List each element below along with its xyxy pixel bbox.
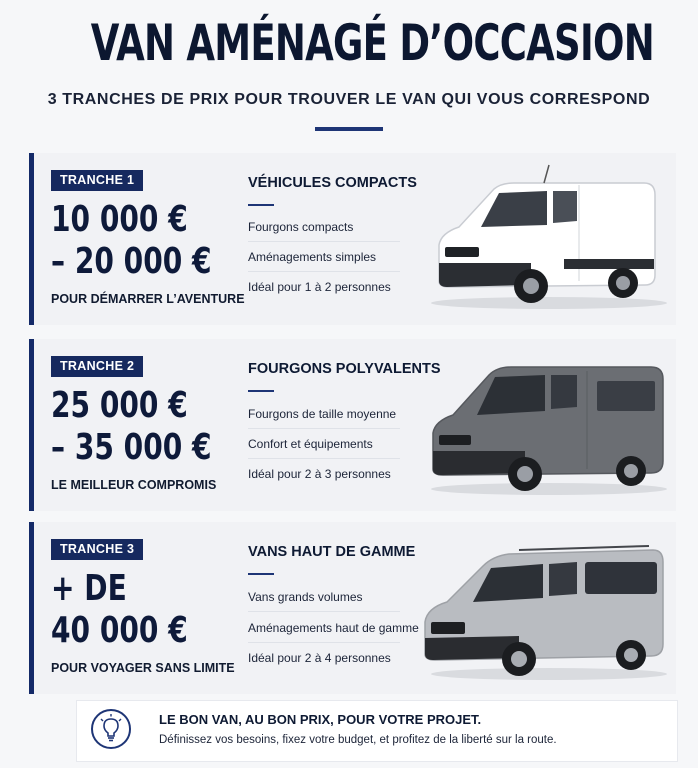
tier-badge: TRANCHE 3 xyxy=(51,539,143,560)
tier-feature: Idéal pour 1 à 2 personnes xyxy=(248,280,391,294)
feature-divider xyxy=(248,428,400,429)
tier-tagline: POUR DÉMARRER L’AVENTURE xyxy=(51,292,245,306)
tier-price xyxy=(51,199,212,283)
tier-category-title: VÉHICULES COMPACTS xyxy=(248,175,417,191)
tier-accent-bar xyxy=(29,153,34,325)
price-tier-2 xyxy=(29,339,676,511)
tier-feature: Confort et équipements xyxy=(248,437,373,451)
tier-badge: TRANCHE 2 xyxy=(51,356,143,377)
title-underline xyxy=(315,127,383,131)
price-tier-1 xyxy=(29,153,676,325)
feature-divider xyxy=(248,241,400,242)
tier-price-line-2: – 35 000 € xyxy=(51,427,212,468)
feature-divider xyxy=(248,458,400,459)
footer-text: Définissez vos besoins, fixez votre budget, et profitez de la liberté sur la route. xyxy=(159,734,557,746)
tier-feature: Fourgons compacts xyxy=(248,220,354,234)
tier-feature: Idéal pour 2 à 4 personnes xyxy=(248,651,391,665)
tier-price-line-1: 10 000 € xyxy=(51,199,188,240)
category-underline xyxy=(248,390,274,392)
tier-price xyxy=(51,385,212,469)
category-underline xyxy=(248,573,274,575)
footer-title: LE BON VAN, AU BON PRIX, POUR VOTRE PROJET. xyxy=(159,712,482,727)
silver-premium-van-image xyxy=(419,532,669,682)
tier-accent-bar xyxy=(29,522,34,694)
tier-price xyxy=(51,568,188,652)
lightbulb-icon xyxy=(91,709,131,749)
tier-category-title: VANS HAUT DE GAMME xyxy=(248,544,416,560)
feature-divider xyxy=(248,271,400,272)
tier-feature: Idéal pour 2 à 3 personnes xyxy=(248,467,391,481)
tier-price-line-1: + DE xyxy=(51,568,127,609)
footer-banner xyxy=(76,700,678,762)
grey-medium-van-image xyxy=(419,349,669,499)
tier-feature: Vans grands volumes xyxy=(248,590,363,604)
tier-badge: TRANCHE 1 xyxy=(51,170,143,191)
tier-price-line-1: 25 000 € xyxy=(51,385,188,426)
tier-tagline: LE MEILLEUR COMPROMIS xyxy=(51,478,217,492)
feature-divider xyxy=(248,642,400,643)
tier-feature: Aménagements haut de gamme xyxy=(248,621,419,635)
tier-feature: Aménagements simples xyxy=(248,250,377,264)
page-subtitle: 3 TRANCHES DE PRIX POUR TROUVER LE VAN QUI VOUS CORRESPOND xyxy=(47,91,651,108)
feature-divider xyxy=(248,611,400,612)
tier-price-line-2: 40 000 € xyxy=(51,610,188,651)
tier-price-line-2: – 20 000 € xyxy=(51,241,212,282)
category-underline xyxy=(248,204,274,206)
tier-accent-bar xyxy=(29,339,34,511)
tier-category-title: FOURGONS POLYVALENTS xyxy=(248,361,441,377)
page-title: VAN AMÉNAGÉ D’OCCASION xyxy=(90,14,654,72)
tier-tagline: POUR VOYAGER SANS LIMITE xyxy=(51,661,235,675)
price-tier-3 xyxy=(29,522,676,694)
tier-feature: Fourgons de taille moyenne xyxy=(248,407,397,421)
white-compact-van-image xyxy=(419,163,669,313)
